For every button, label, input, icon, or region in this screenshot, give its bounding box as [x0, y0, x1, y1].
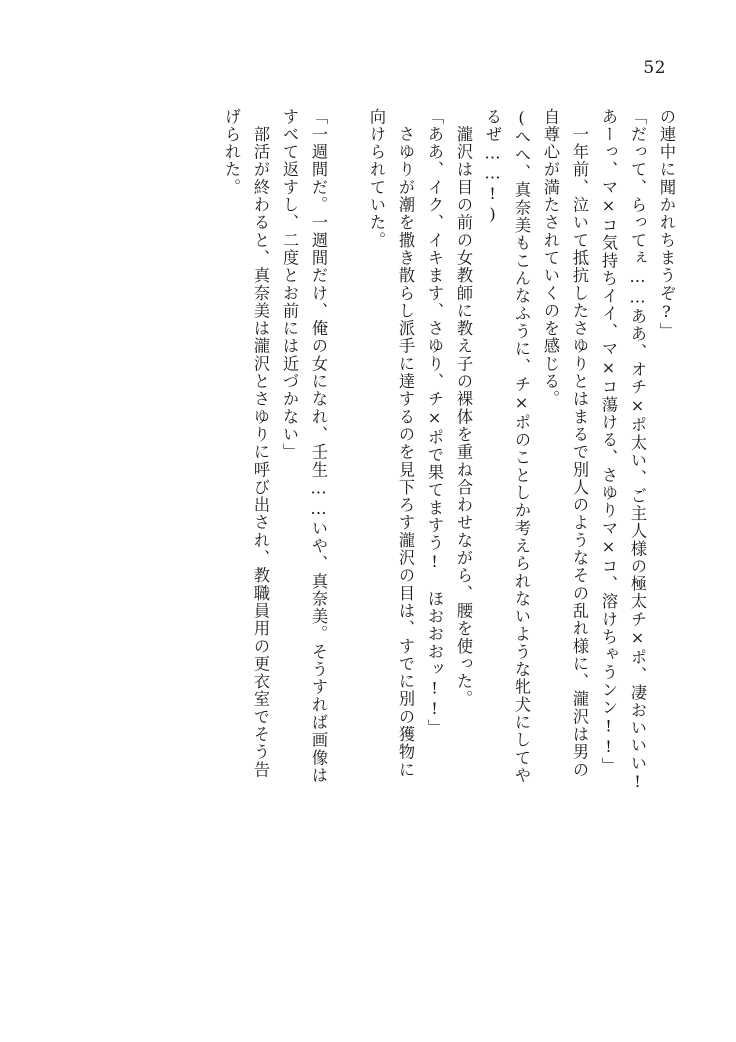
text-line: 「ああ、イク、イキます、さゆり、チ×ポで果てますう! ほおおおッ!!」 — [425, 108, 444, 737]
text-line: (へへ、真奈美もこんなふうに、チ×ポのことしか考えられないような牝犬にしてや — [512, 108, 531, 785]
text-line: 「一週間だ。一週間だけ、俺の女になれ、壬生……いや、真奈美。そうすれば画像は — [309, 108, 328, 785]
text-line: 部活が終わると、真奈美は瀧沢とさゆりに呼び出され、教職員用の更衣室でそう告 — [251, 108, 270, 779]
text-line: あーっ、マ×コ気持ちイイ、マ×コ蕩ける、さゆりマ×コ、溶けちゃうンン!!」 — [599, 108, 618, 776]
text-line: 向けられていた。 — [367, 108, 386, 250]
text-line: 「だって、らってぇ……ああ、オチ×ポ太い、ご主人様の極太チ×ポ、凄おいいい! — [628, 108, 647, 793]
text-line: 一年前、泣いて抵抗したさゆりとはまるで別人のようなその乱れ様に、瀧沢は男の — [570, 108, 589, 779]
page-number: 52 — [643, 58, 666, 78]
vertical-text-body — [72, 108, 674, 958]
text-line: 瀧沢は目の前の女教師に教え子の裸体を重ね合わせながら、腰を使った。 — [454, 108, 473, 709]
text-line: るぜ……!) — [483, 108, 502, 226]
text-line: すべて返すし、二度とお前には近づかない」 — [280, 108, 299, 461]
text-line: さゆりが潮を撒き散らし派手に達するのを見下ろす瀧沢の目は、すでに別の獲物に — [396, 108, 415, 779]
text-line — [326, 108, 355, 958]
text-line: 自尊心が満たされていくのを感じる。 — [541, 108, 560, 409]
text-line: げられた。 — [222, 108, 241, 197]
text-line: の連中に聞かれちまうぞ?」 — [657, 108, 676, 341]
